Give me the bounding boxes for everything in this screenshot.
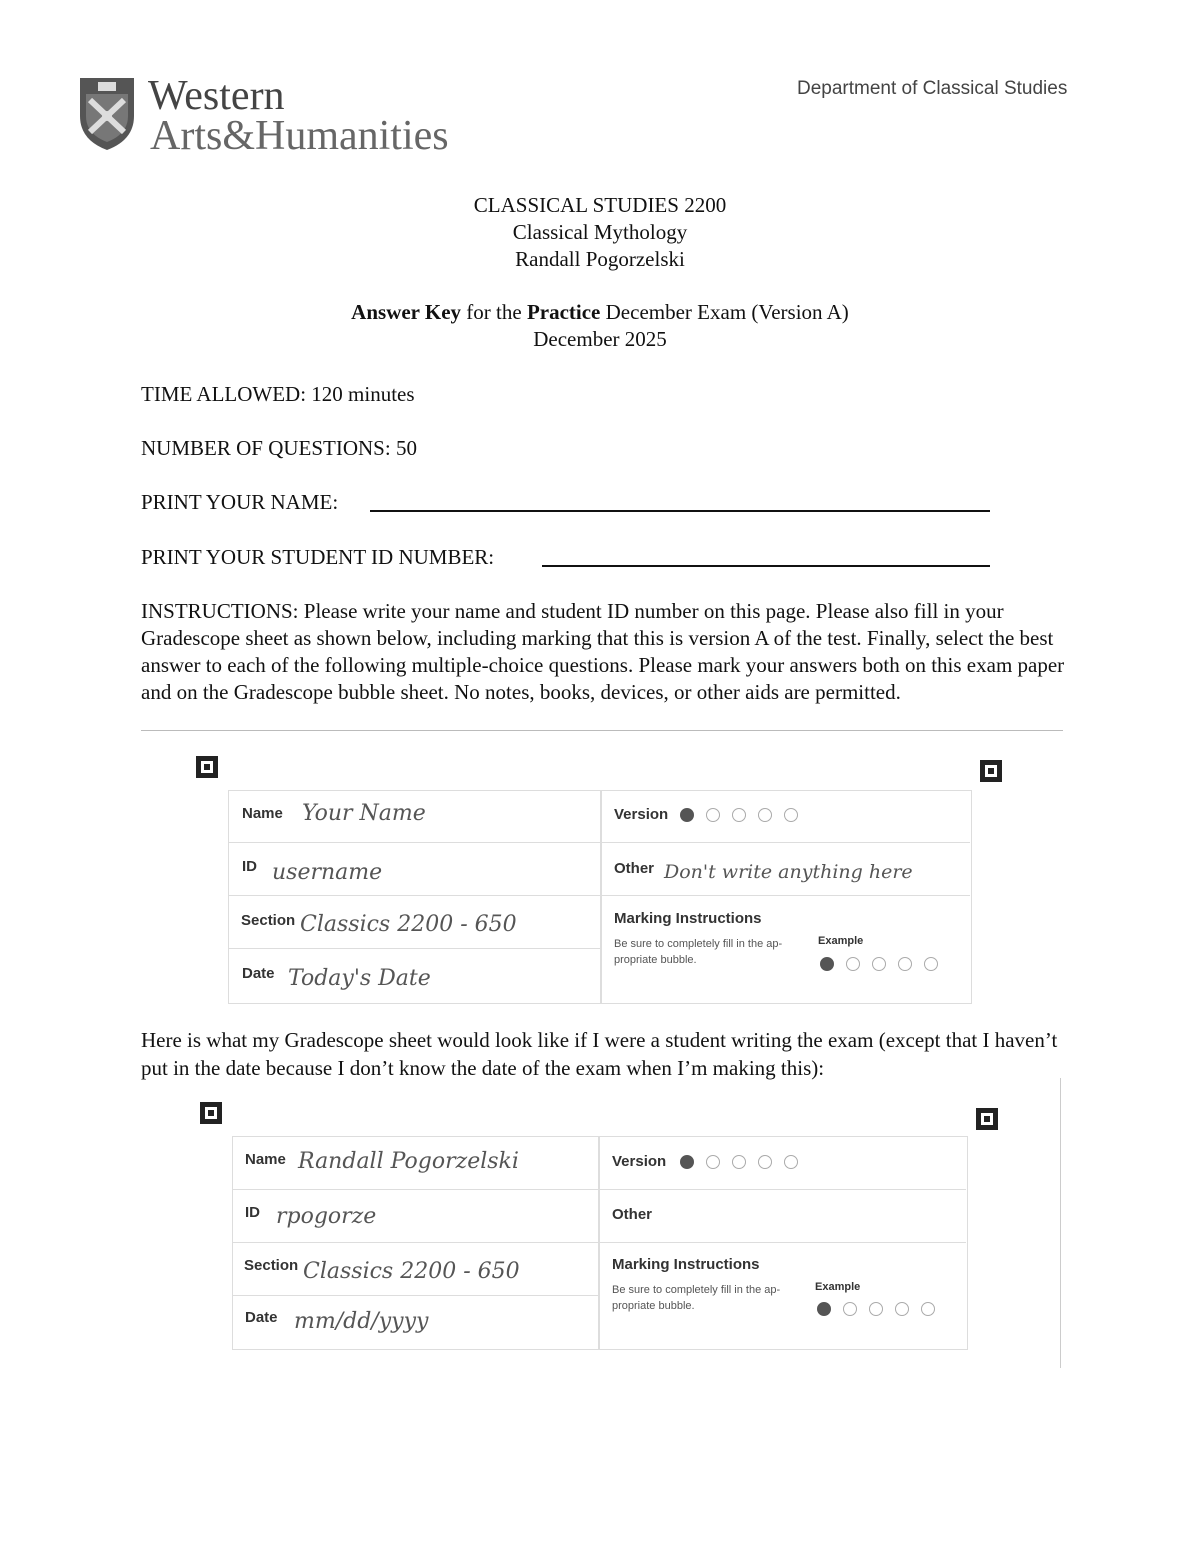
example-bubble (924, 957, 938, 971)
version-bubble-a[interactable] (680, 808, 694, 822)
row-divider (228, 842, 970, 843)
sheet1-name-value: Your Name (302, 801, 426, 826)
sheet1-name-label: Name (242, 805, 283, 822)
name-field-line[interactable] (370, 510, 990, 512)
row-divider (232, 1242, 966, 1243)
sheet2-id-value: rpogorze (276, 1204, 377, 1229)
sheet1-section-value: Classics 2200 - 650 (300, 912, 517, 937)
name-label: PRINT YOUR NAME: (141, 490, 339, 514)
version-bubble-e[interactable] (784, 808, 798, 822)
sheet1-version-bubbles (680, 806, 810, 824)
title-answer-key: Answer Key (351, 300, 462, 324)
logo-western-text: Western (148, 73, 285, 119)
sheet1-example-label: Example (818, 935, 864, 947)
number-of-questions: NUMBER OF QUESTIONS: 50 (141, 436, 417, 460)
version-bubble-d[interactable] (758, 1155, 772, 1169)
title-text-2: December Exam (Version A) (600, 300, 849, 324)
sheet2-other-label: Other (612, 1206, 653, 1223)
sheet1-date-label: Date (242, 965, 275, 982)
time-allowed: TIME ALLOWED: 120 minutes (141, 382, 415, 406)
sheet2-marking-text-2: propriate bubble. (612, 1300, 695, 1312)
row-divider (232, 1189, 966, 1190)
row-divider (228, 948, 600, 949)
sheet1-version-label: Version (614, 806, 669, 823)
example-bubble (869, 1302, 883, 1316)
sheet2-section-label: Section (244, 1257, 299, 1274)
instructions: INSTRUCTIONS: Please write your name and student ID number on this page. Please also fill in your Gradescope sheet as shown below, including marking that this is version A of the test. Finally, select the best answer to each of the following multiple-choice questions. Please mark your answers both on this exam paper and on the Gradescope bubble sheet. No notes, books, devices, or other aids are permitted. (141, 599, 1065, 704)
version-bubble-c[interactable] (732, 1155, 746, 1169)
exam-title (0, 300, 1200, 325)
example-bubble (872, 957, 886, 971)
course-name: Classical Mythology (512, 220, 688, 244)
example-bubble (843, 1302, 857, 1316)
western-crest-icon (78, 76, 136, 152)
example-bubble (898, 957, 912, 971)
sheet1-id-label: ID (242, 858, 257, 875)
example-bubble (846, 957, 860, 971)
divider (141, 730, 1063, 731)
sheet-explanation: Here is what my Gradescope sheet would look like if I were a student writing the exam (except that I haven’t put in the date because I don’t know the date of the exam when I’m making this): (141, 1028, 1058, 1080)
row-divider (228, 895, 970, 896)
sheet1-id-value: username (272, 860, 383, 885)
version-bubble-d[interactable] (758, 808, 772, 822)
sheet2-marking-text-1: Be sure to completely fill in the ap- (612, 1284, 781, 1296)
version-bubble-b[interactable] (706, 1155, 720, 1169)
title-practice: Practice (526, 300, 601, 324)
sheet2-marking-title: Marking Instructions (612, 1256, 760, 1273)
sheet2-id-label: ID (245, 1204, 260, 1221)
sheet2-date-value: mm/dd/yyyy (294, 1309, 429, 1334)
qr-marker-icon (976, 1108, 998, 1130)
sheet1-example-bubbles (820, 955, 950, 973)
exam-date: December 2025 (533, 327, 667, 351)
sheet1-marking-text-2: propriate bubble. (614, 954, 697, 966)
sheet1-other-label: Other (614, 860, 655, 877)
sheet2-section-value: Classics 2200 - 650 (303, 1259, 520, 1284)
sheet2-example-label: Example (815, 1281, 861, 1293)
version-bubble-e[interactable] (784, 1155, 798, 1169)
qr-marker-icon (196, 756, 218, 778)
example-bubble (921, 1302, 935, 1316)
course-code: CLASSICAL STUDIES 2200 (473, 193, 727, 217)
row-divider (232, 1295, 598, 1296)
sheet2-example-bubbles (817, 1300, 947, 1318)
department-name: Department of Classical Studies (797, 78, 1068, 99)
sheet1-section-label: Section (241, 912, 296, 929)
sheet1-date-value: Today's Date (288, 966, 431, 991)
sheet1-other-value: Don't write anything here (664, 861, 913, 883)
qr-marker-icon (980, 760, 1002, 782)
version-bubble-a[interactable] (680, 1155, 694, 1169)
logo-arts-humanities-text: Arts&Humanities (150, 113, 449, 159)
sheet2-name-label: Name (245, 1151, 286, 1168)
student-id-field-line[interactable] (542, 565, 990, 567)
title-text-1: for the (461, 300, 527, 324)
example-bubble (817, 1302, 831, 1316)
instructor-name: Randall Pogorzelski (515, 247, 685, 271)
version-bubble-c[interactable] (732, 808, 746, 822)
sheet1-marking-title: Marking Instructions (614, 910, 762, 927)
sheet2-version-bubbles (680, 1153, 810, 1171)
example-bubble (820, 957, 834, 971)
student-id-label: PRINT YOUR STUDENT ID NUMBER: (141, 545, 495, 569)
sheet2-edge (1060, 1078, 1061, 1368)
sheet2-version-label: Version (612, 1153, 667, 1170)
sheet1-marking-text-1: Be sure to completely fill in the ap- (614, 938, 783, 950)
qr-marker-icon (200, 1102, 222, 1124)
version-bubble-b[interactable] (706, 808, 720, 822)
sheet2-name-value: Randall Pogorzelski (298, 1149, 519, 1174)
example-bubble (895, 1302, 909, 1316)
sheet2-date-label: Date (245, 1309, 278, 1326)
